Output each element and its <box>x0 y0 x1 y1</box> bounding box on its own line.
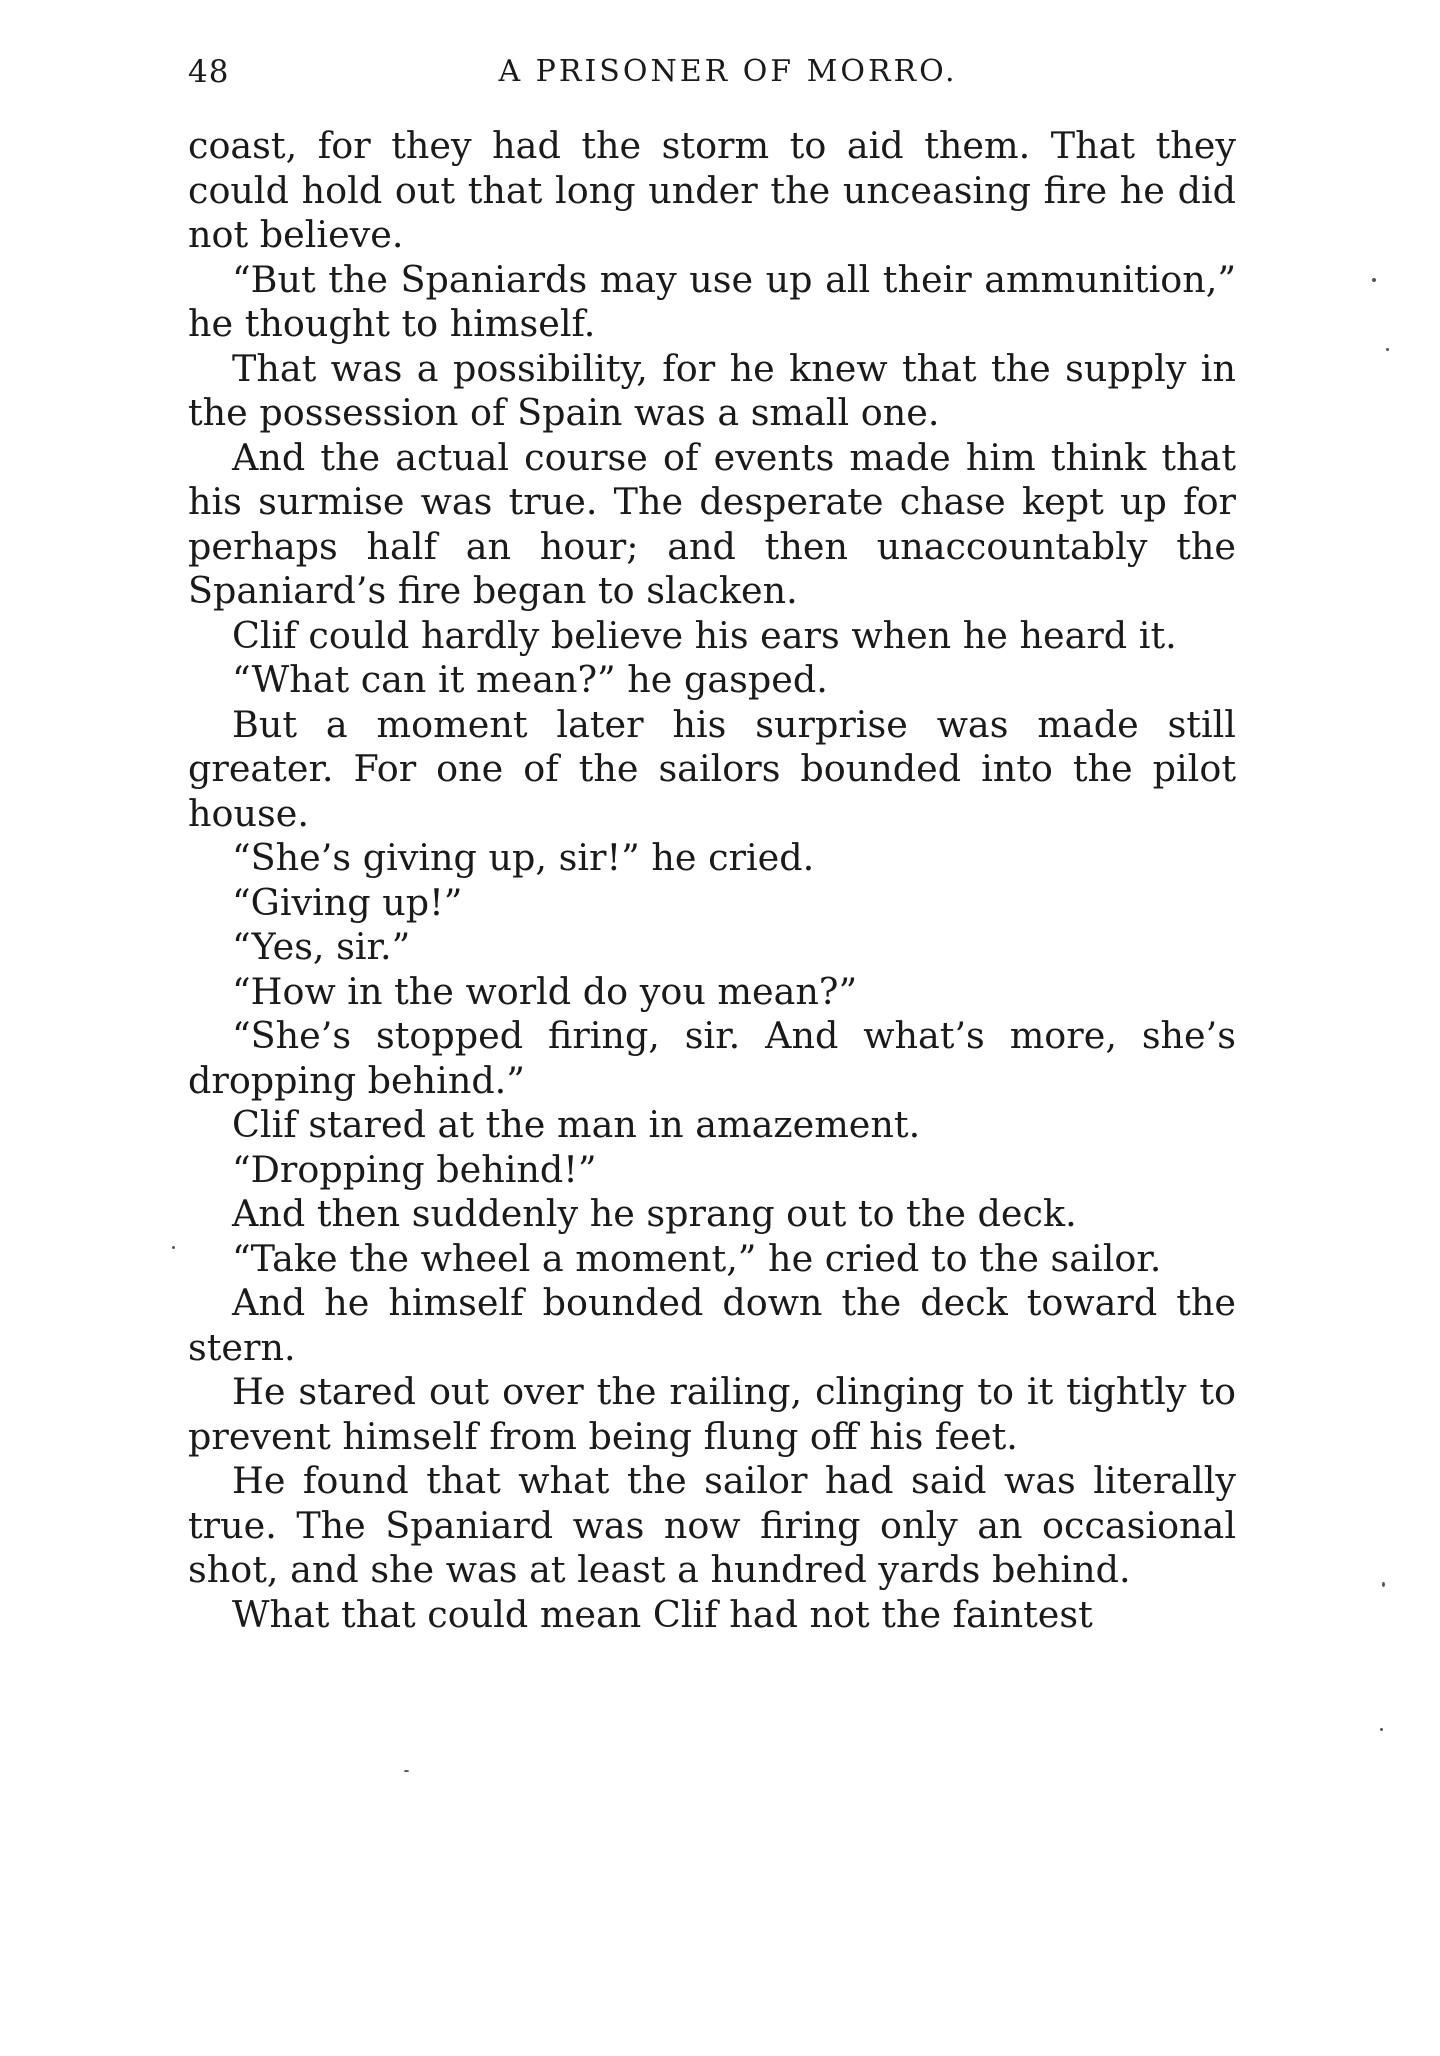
scan-speck <box>1386 348 1389 351</box>
paragraph: And the actual course of events made him think that his surmise was true. The desperate chase kept up for perhaps half an hour; and then unaccountably the Spaniard’s fire began to slacken. <box>188 435 1236 612</box>
paragraph: “What can it mean?” he gasped. <box>232 658 828 701</box>
page-number: 48 <box>188 54 230 90</box>
body-text <box>188 124 1236 1637</box>
scan-speck <box>1382 1582 1385 1587</box>
paragraph: That was a possibility, for he knew that the supply in the possession of Spain was a small one. <box>188 346 1236 434</box>
paragraph: He stared out over the railing, clinging to it tightly to prevent himself from being flung off his feet. <box>188 1370 1236 1458</box>
paragraph: Clif could hardly believe his ears when he heard it. <box>232 613 1177 657</box>
paragraph: Clif stared at the man in amazement. <box>232 1103 921 1146</box>
scan-speck <box>172 1246 175 1249</box>
paragraph: coast, for they had the storm to aid them. That they could hold out that long under the unceasing fire he did not believe. <box>188 124 1236 256</box>
scan-speck <box>404 1770 409 1772</box>
scan-speck <box>1380 1728 1383 1731</box>
paragraph: “Dropping behind!” <box>232 1147 597 1191</box>
paragraph: “She’s giving up, sir!” he cried. <box>232 836 815 879</box>
running-head <box>188 48 1238 98</box>
paragraph: “Giving up!” <box>232 880 463 924</box>
paragraph: And he himself bounded down the deck toward the stern. <box>188 1281 1236 1369</box>
paragraph: “She’s stopped firing, sir. And what’s more, she’s dropping behind.” <box>188 1014 1236 1102</box>
paragraph: “But the Spaniards may use up all their ammunition,” he thought to himself. <box>188 257 1236 345</box>
paragraph: What that could mean Clif had not the faintest <box>232 1592 1093 1636</box>
paragraph: “Yes, sir.” <box>232 925 411 968</box>
paragraph: “Take the wheel a moment,” he cried to the sailor. <box>232 1236 1162 1280</box>
paragraph: And then suddenly he sprang out to the deck. <box>232 1192 1077 1235</box>
paragraph: “How in the world do you mean?” <box>232 969 858 1013</box>
running-title: A PRISONER OF MORRO. <box>498 54 958 89</box>
paragraph: But a moment later his surprise was made still greater. For one of the sailors bounded into the pilot house. <box>188 702 1236 835</box>
scan-speck <box>1372 278 1376 282</box>
paragraph: He found that what the sailor had said was literally true. The Spaniard was now firing only an occasional shot, and she was at least a hundred yards behind. <box>188 1459 1236 1591</box>
